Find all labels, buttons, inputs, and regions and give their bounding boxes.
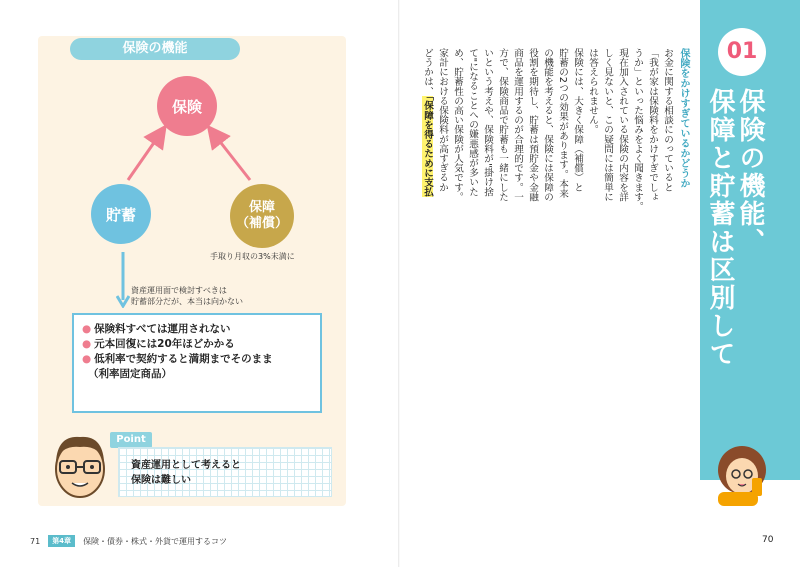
down-arrow-icon [116, 252, 130, 308]
body-column: お金に関する相談にのっていると [662, 48, 673, 192]
body-column: て"になることへの嫌悪感が多いた [467, 48, 478, 197]
body-column: 「我が家は保険料をかけすぎでしょ [647, 48, 658, 202]
premium-note: 手取り月収の3%未満に [210, 252, 295, 261]
savings-circle [91, 184, 151, 244]
insurance-label: 保険 [171, 97, 202, 116]
body-text: どうかは、 [422, 48, 433, 96]
drawback-item: ● 保険料すべては運用されない [82, 323, 231, 335]
woman-phone-icon [712, 440, 772, 506]
savings-label: 貯蓄 [105, 205, 136, 224]
point-line2: 保険は難しい [131, 475, 191, 486]
protection-circle [230, 184, 294, 248]
body-column: 保険には、大きく保障（補償）と [572, 48, 583, 192]
point-line1: 資産運用として考えると [131, 460, 241, 471]
insurance-circle [157, 76, 217, 136]
body-column [420, 48, 435, 258]
point-box [118, 447, 332, 497]
drawback-item: ● 低利率で契約すると満期までそのまま [82, 353, 273, 365]
drawback-subnote: （利率固定商品） [88, 368, 172, 380]
page-number-left: 71 [30, 536, 41, 546]
asset-note-line2: 貯蓄部分だが、本当は向かない [131, 297, 243, 306]
highlight-text: 「保障を得るために支払 [422, 96, 433, 197]
body-column: 貯蓄の2つの効果があります。本来 [557, 48, 568, 199]
body-column: 方で、保険商品で貯蓄も一緒にした [497, 48, 508, 202]
section-title-line1: 保険の機能、 [735, 88, 765, 256]
body-column: いという考えや、保険料が"掛け捨 [482, 48, 493, 197]
section-title-line2: 保障と貯蓄は区別して [705, 88, 735, 368]
point-text [131, 458, 241, 488]
body-column: しく見ないと、この疑問には簡単に [602, 48, 613, 202]
body-column: の機能を考えると、保険には保障の [542, 48, 553, 202]
chapter-title: 保険・債券・株式・外貨で運用するコツ [83, 536, 228, 546]
protection-label: 保障 [248, 200, 275, 215]
panel-title: 保険の機能 [70, 38, 240, 60]
asset-note-line1: 資産運用面で検討すべきは [131, 286, 227, 295]
body-column: 商品を運用するのが合理的です。一 [512, 48, 523, 202]
point-tag: Point [110, 432, 152, 448]
chapter-tag: 第4章 [48, 535, 75, 547]
protection-sublabel: （補償） [235, 216, 288, 231]
page-number-right: 70 [762, 535, 774, 545]
drawbacks-box [72, 313, 322, 413]
body-column: め、貯蓄性の高い保険が人気です。 [452, 48, 463, 202]
body-column: は答えられません。 [587, 48, 598, 135]
asset-note [131, 285, 243, 307]
diagram-arrows [0, 0, 400, 320]
subheading-1: 保険をかけすぎているかどうか [678, 48, 689, 188]
body-column: 現在加入されている保険の内容を詳 [617, 48, 628, 202]
body-column: うか」といった悩みをよく聞きます。 [632, 48, 643, 212]
section-number: 01 [718, 28, 766, 76]
body-column: 役割を期待し、貯蓄は預貯金や金融 [527, 48, 538, 202]
drawback-item: ● 元本回復には20年ほどかかる [82, 338, 235, 350]
man-face-icon [48, 425, 112, 505]
left-footer [30, 535, 227, 547]
body-column: 家計における保険料が高すぎるか [437, 48, 448, 192]
